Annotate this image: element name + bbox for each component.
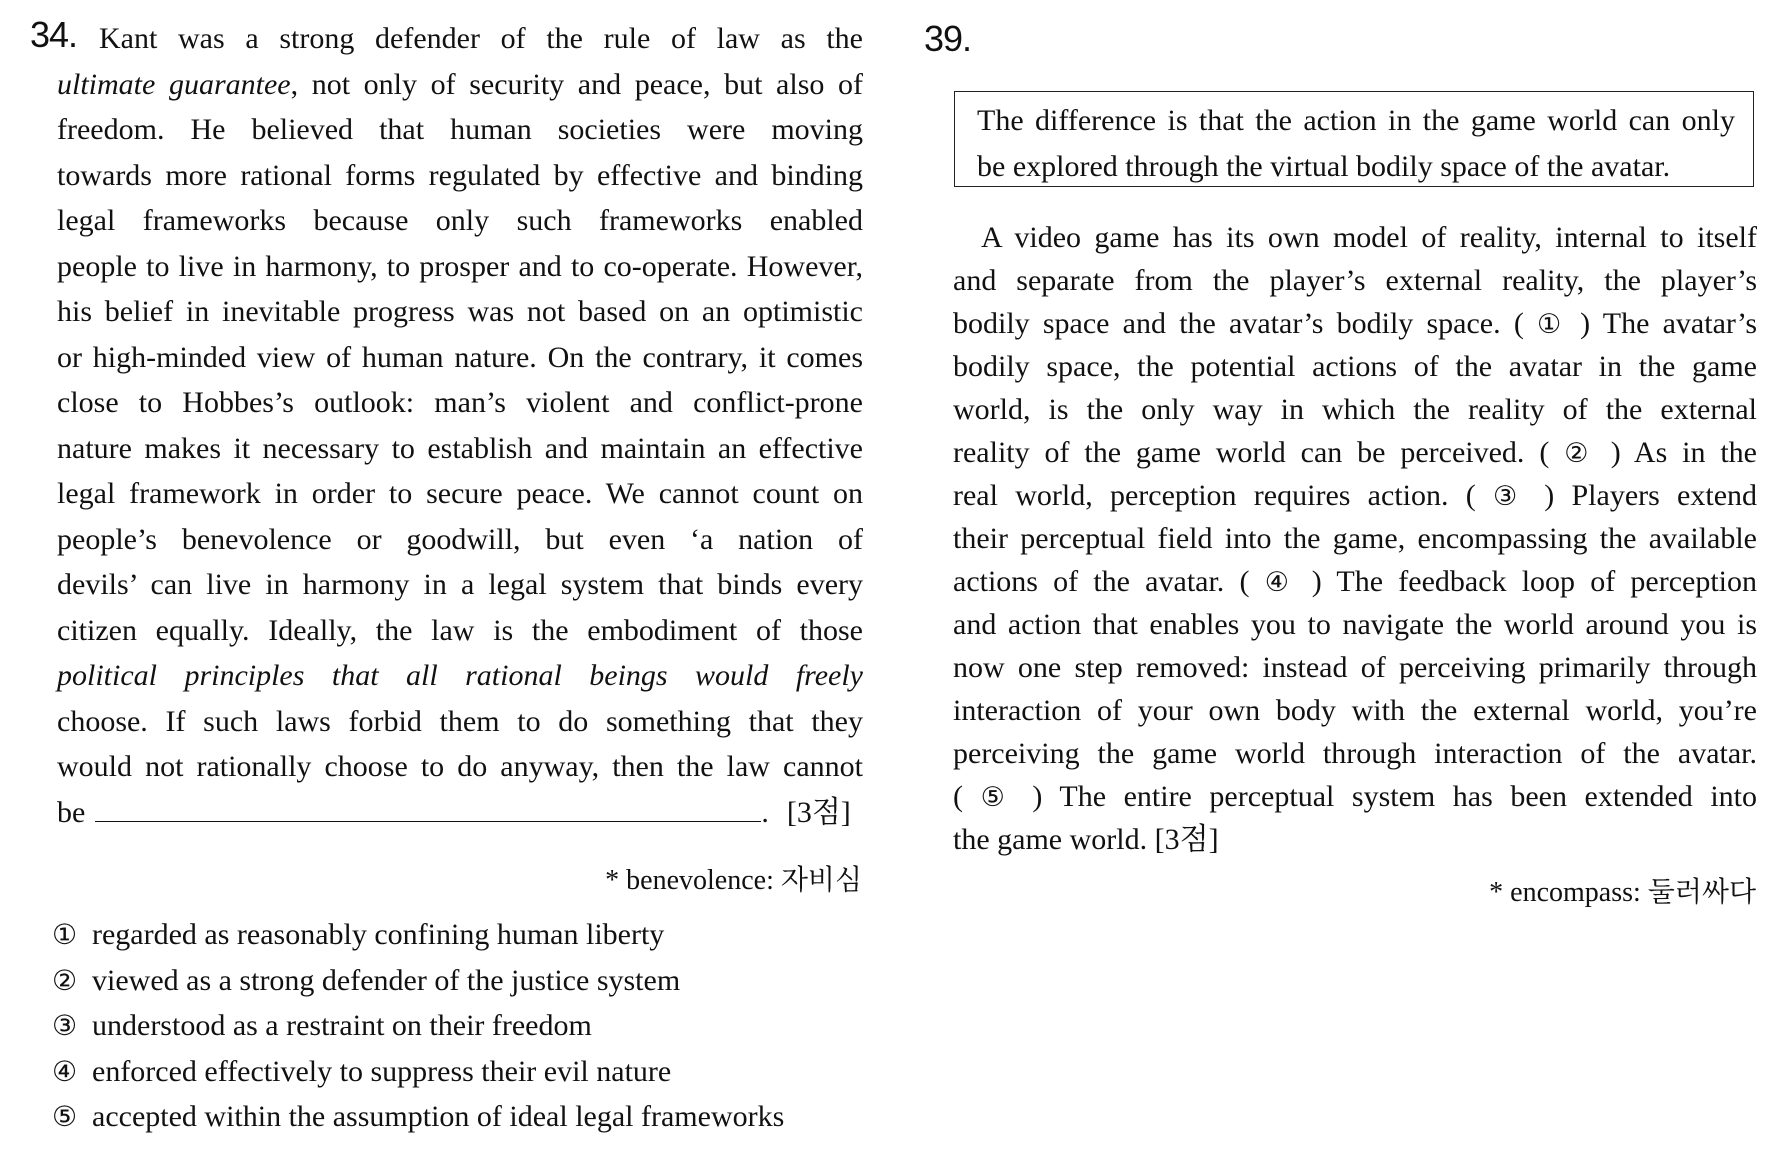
option-2[interactable] bbox=[52, 958, 784, 1004]
period: . bbox=[761, 795, 769, 829]
passage-line: and action that enables you to navigate the world around you is bbox=[953, 608, 1757, 641]
q34-footnote: * benevolence: 자비심 bbox=[605, 865, 862, 896]
passage-line: perceiving the game world through interaction of the avatar. bbox=[953, 737, 1757, 770]
option-1[interactable] bbox=[52, 912, 784, 958]
option-number-icon: ⑤ bbox=[52, 1100, 78, 1133]
given-sentence-box bbox=[954, 91, 1754, 187]
insertion-mark-3: ③ bbox=[1493, 481, 1527, 512]
passage-text: the game world. bbox=[953, 823, 1148, 856]
given-sentence-line: The difference is that the action in the game world can only bbox=[977, 104, 1735, 137]
passage-line: world, is the only way in which the reality of the external bbox=[953, 393, 1757, 426]
passage-line bbox=[953, 818, 1757, 861]
passage-line-blank bbox=[57, 790, 863, 836]
passage-line: legal frameworks because only such frameworks enabled bbox=[57, 204, 863, 237]
option-text: viewed as a strong defender of the justice system bbox=[92, 963, 681, 997]
passage-line: and separate from the player’s external reality, the player’s bbox=[953, 264, 1757, 297]
passage-line: legal framework in order to secure peace. We cannot count on bbox=[57, 477, 863, 510]
option-text: understood as a restraint on their freedom bbox=[92, 1009, 592, 1042]
given-sentence-line: be explored through the virtual bodily space of the avatar. bbox=[977, 149, 1671, 183]
question-number-39: 39. bbox=[924, 18, 972, 59]
passage-text: ( bbox=[953, 780, 963, 813]
passage-line: or high-minded view of human nature. On the contrary, it comes bbox=[57, 340, 863, 374]
q39-footnote: * encompass: 둘러싸다 bbox=[1489, 877, 1756, 908]
option-text: regarded as reasonably confining human liberty bbox=[92, 918, 665, 951]
points-label: [3점] bbox=[1154, 823, 1219, 856]
option-5[interactable] bbox=[52, 1094, 784, 1140]
passage-line bbox=[953, 431, 1757, 474]
passage-text: reality of the game world can be perceived. ( bbox=[953, 436, 1550, 469]
passage-line bbox=[953, 775, 1757, 818]
passage-line: citizen equally. Ideally, the law is the embodiment of those bbox=[57, 613, 863, 647]
option-text: enforced effectively to suppress their evil nature bbox=[92, 1054, 672, 1088]
points-label: [3점] bbox=[786, 795, 851, 829]
insertion-mark-5: ⑤ bbox=[980, 782, 1015, 813]
passage-text: ) The feedback loop of perception bbox=[1311, 565, 1758, 598]
passage-line: Kant was a strong defender of the rule of law as the bbox=[99, 22, 863, 55]
option-number-icon: ③ bbox=[52, 1009, 78, 1042]
passage-text: bodily space and the avatar’s bodily space. ( bbox=[953, 307, 1524, 340]
passage-line: choose. If such laws forbid them to do something that they bbox=[57, 704, 863, 738]
passage-line: his belief in inevitable progress was not based on an optimistic bbox=[57, 295, 863, 328]
insertion-mark-1: ① bbox=[1537, 309, 1567, 340]
passage-line: bodily space, the potential actions of the avatar in the game bbox=[953, 350, 1757, 383]
passage-line: freedom. He believed that human societies were moving bbox=[57, 113, 863, 146]
passage-line: interaction of your own body with the external world, you’re bbox=[953, 694, 1757, 727]
passage-line: political principles that all rational beings would freely bbox=[57, 659, 863, 692]
passage-line: their perceptual field into the game, encompassing the available bbox=[953, 522, 1757, 555]
passage-line: A video game has its own model of reality, internal to itself bbox=[981, 221, 1757, 254]
option-4[interactable] bbox=[52, 1049, 784, 1095]
passage-text: be bbox=[57, 795, 86, 829]
passage-text: ) The avatar’s bbox=[1580, 307, 1758, 340]
option-number-icon: ② bbox=[52, 963, 78, 997]
option-number-icon: ④ bbox=[52, 1054, 78, 1088]
passage-text: ) As in the bbox=[1610, 436, 1757, 469]
italic-phrase: ultimate guarantee bbox=[57, 67, 291, 101]
passage-line: now one step removed: instead of perceiving primarily through bbox=[953, 651, 1757, 684]
passage-line: people’s benevolence or goodwill, but even ‘a nation of bbox=[57, 522, 863, 556]
passage-line bbox=[953, 560, 1757, 603]
passage-line: towards more rational forms regulated by effective and binding bbox=[57, 158, 863, 192]
question-number-34: 34. bbox=[30, 14, 78, 55]
passage-line: people to live in harmony, to prosper and to co-operate. However, bbox=[57, 249, 863, 283]
option-text: accepted within the assumption of ideal legal frameworks bbox=[92, 1100, 785, 1133]
passage-line: close to Hobbes’s outlook: man’s violent and conflict-prone bbox=[57, 386, 863, 419]
option-number-icon: ① bbox=[52, 918, 78, 951]
passage-line: nature makes it necessary to establish and maintain an effective bbox=[57, 431, 863, 465]
q39-passage bbox=[953, 216, 1757, 861]
passage-text: ) The entire perceptual system has been extended into bbox=[1032, 780, 1758, 813]
answer-blank bbox=[95, 795, 761, 822]
passage-text: ) Players extend bbox=[1544, 479, 1758, 512]
passage-line bbox=[953, 474, 1757, 517]
passage-line bbox=[57, 62, 863, 108]
q34-options bbox=[52, 912, 784, 1140]
q34-passage bbox=[57, 16, 863, 835]
option-3[interactable] bbox=[52, 1003, 784, 1049]
insertion-mark-4: ④ bbox=[1264, 567, 1297, 598]
insertion-mark-2: ② bbox=[1564, 438, 1596, 469]
passage-line: devils’ can live in harmony in a legal system that binds every bbox=[57, 568, 863, 601]
passage-text: actions of the avatar. ( bbox=[953, 565, 1250, 598]
passage-text: real world, perception requires action. ( bbox=[953, 479, 1476, 512]
passage-line: would not rationally choose to do anyway, then the law cannot bbox=[57, 750, 863, 783]
passage-line bbox=[953, 302, 1757, 345]
passage-text: , not only of security and peace, but also of bbox=[290, 67, 863, 101]
